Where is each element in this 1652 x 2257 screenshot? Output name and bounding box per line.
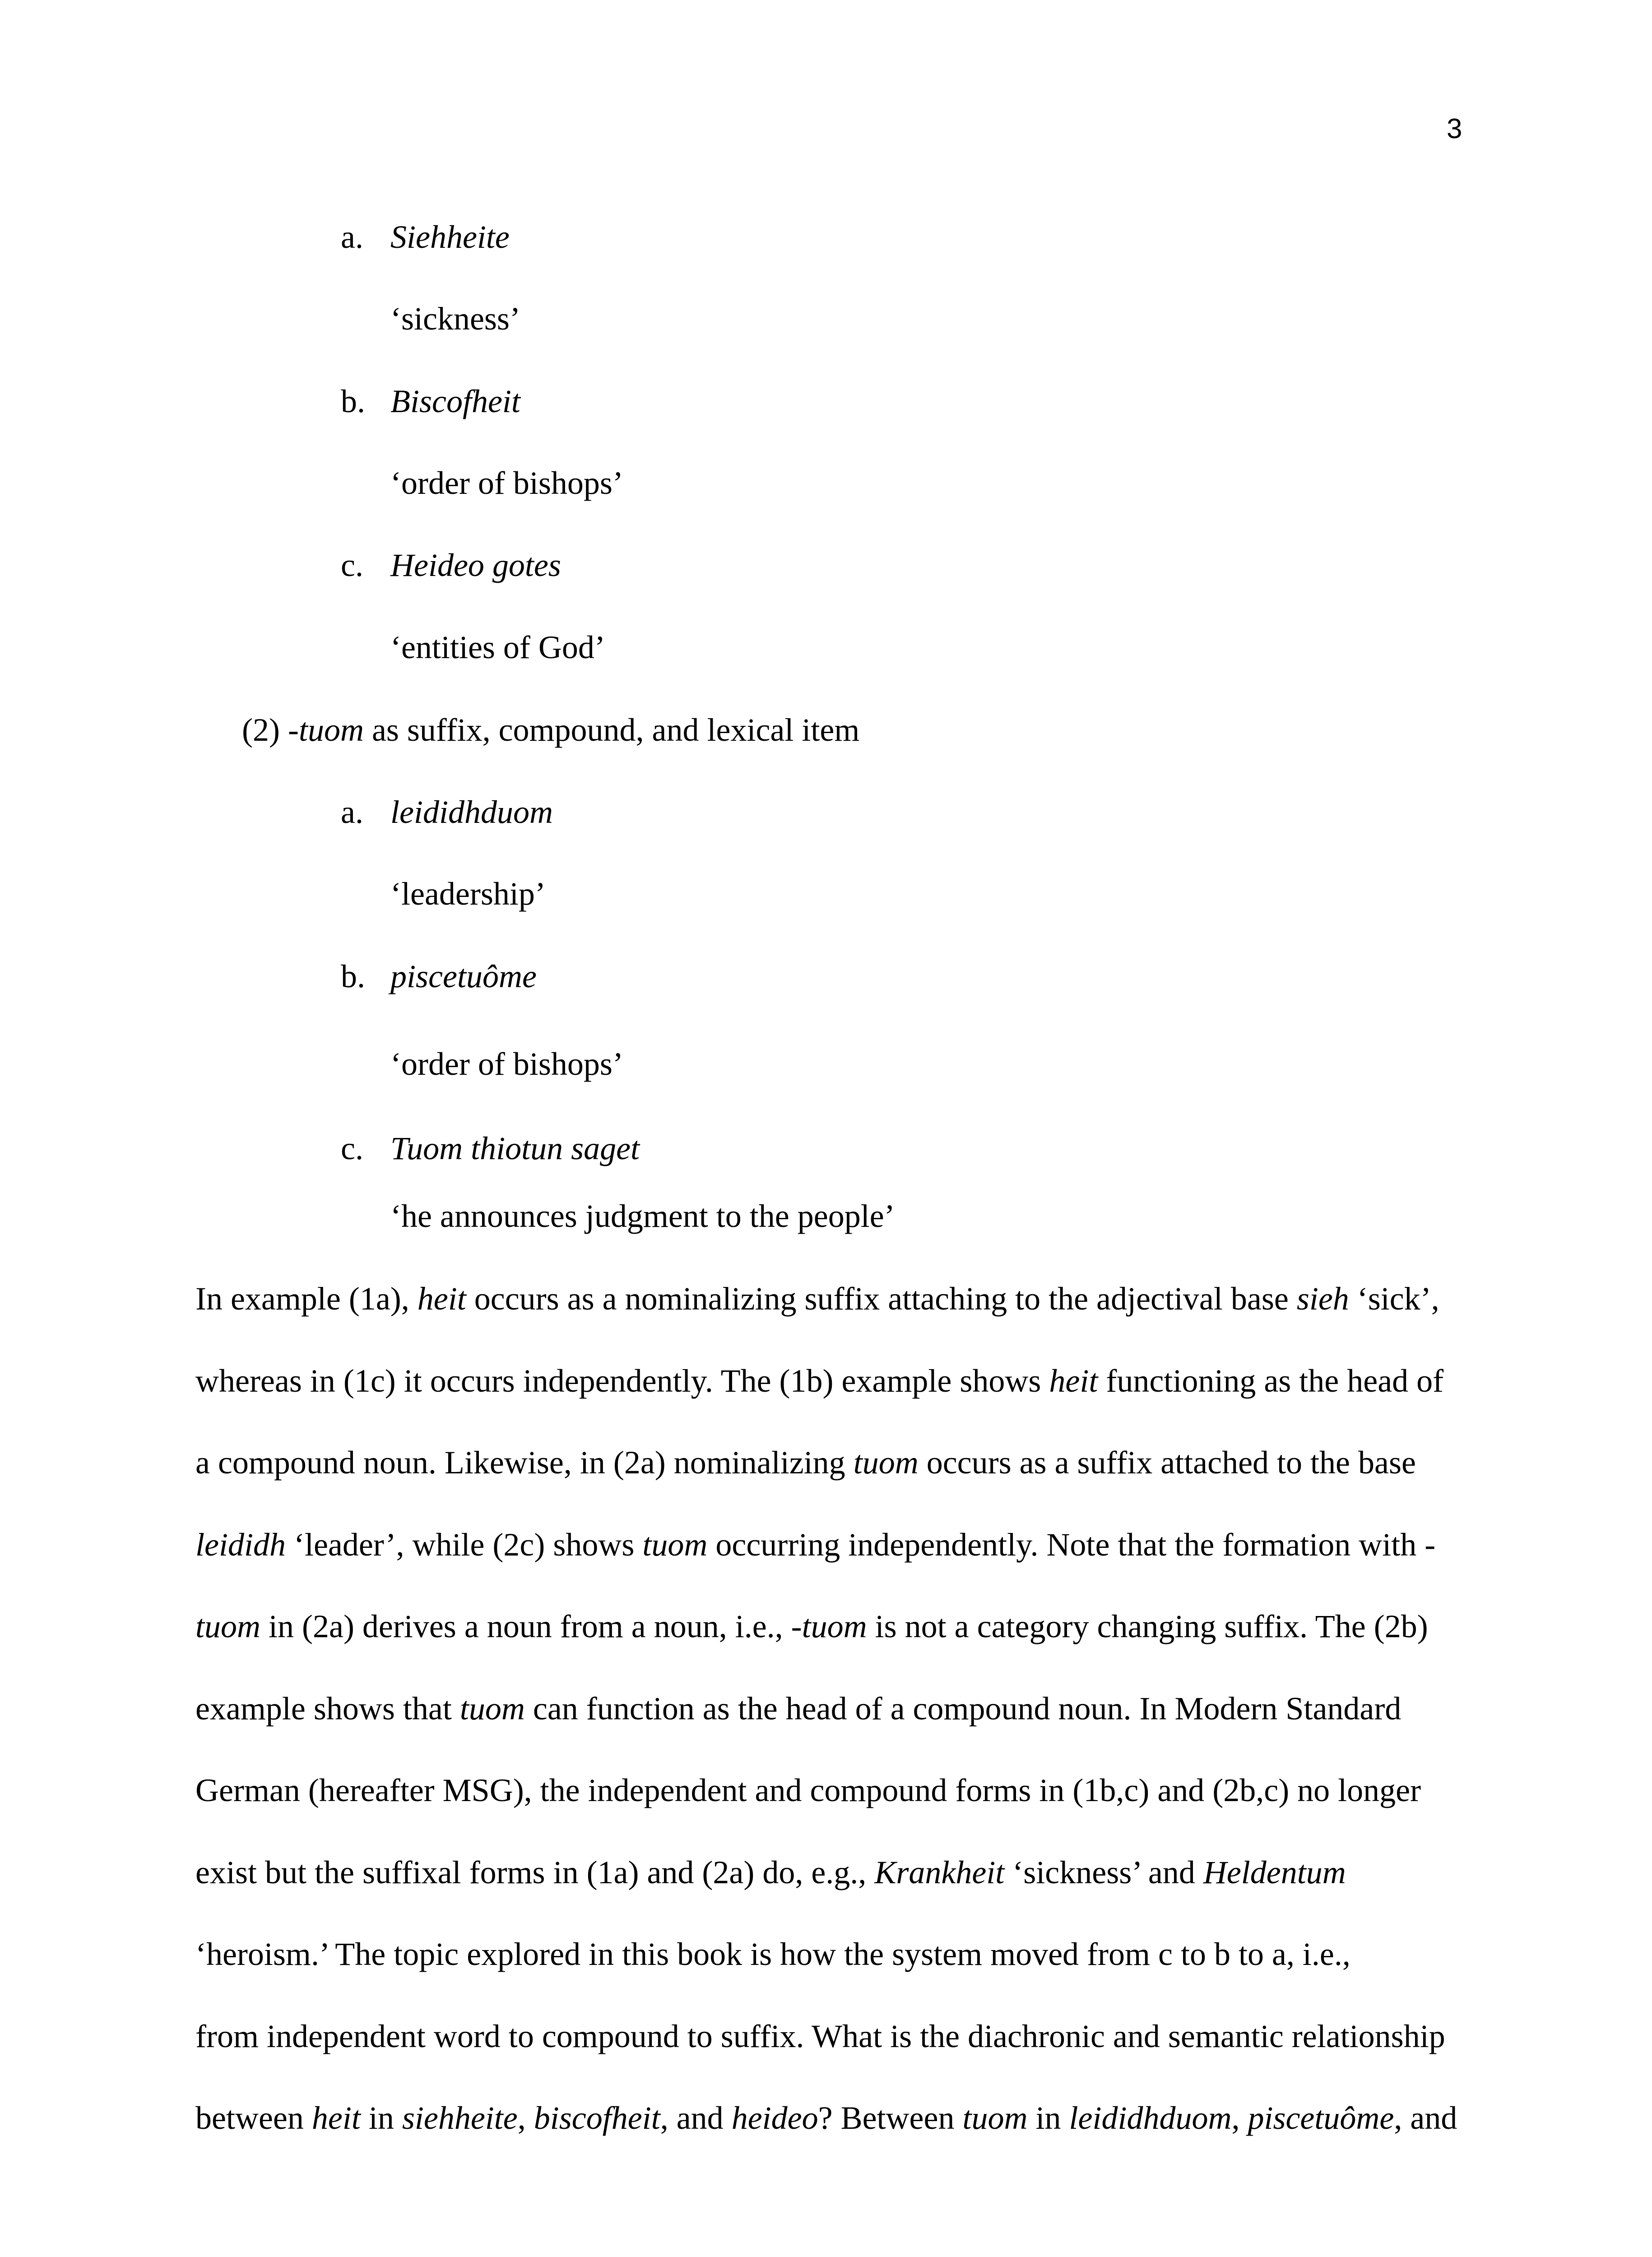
example-1c-letter: c. — [341, 547, 363, 583]
text-run: exist but the suffixal forms in (1a) and (2a) do, e.g., — [195, 1854, 875, 1890]
text-run: a compound noun. Likewise, in (2a) nominalizing — [195, 1444, 854, 1481]
italic-term: piscetuôme — [1248, 2100, 1394, 2136]
italic-term: tuom — [853, 1444, 919, 1481]
example-2c-letter: c. — [341, 1130, 363, 1166]
italic-term: leididhduom — [1069, 2100, 1232, 2136]
italic-term: biscofheit — [534, 2100, 660, 2136]
text-run: occurs as a nominalizing suffix attaching to the adjectival base — [466, 1281, 1297, 1317]
text-run: from independent word to compound to suffix. What is the diachronic and semantic relationship — [195, 2018, 1445, 2054]
example-1c-form: Heideo gotes — [390, 547, 561, 583]
text-run: between — [195, 2100, 312, 2136]
example-1a-form: Siehheite — [390, 219, 510, 255]
body-line — [195, 1358, 1443, 1403]
page-number: 3 — [1447, 113, 1462, 144]
italic-term: leididh — [195, 1527, 286, 1563]
text-run: ‘sick’, — [1349, 1281, 1439, 1317]
text-run: occurring independently. Note that the formation with - — [707, 1527, 1436, 1563]
body-line — [195, 1440, 1416, 1485]
text-run: German (hereafter MSG), the independent and compound forms in (1b,c) and (2b,c) no longer — [195, 1772, 1421, 1808]
body-line — [195, 1276, 1439, 1321]
italic-term: Krankheit — [874, 1854, 1005, 1890]
italic-term: heit — [417, 1281, 466, 1317]
example-2a-gloss: ‘leadership’ — [390, 876, 546, 912]
example-2b-form: piscetuôme — [390, 958, 537, 994]
text-run: ‘heroism.’ The topic explored in this book is how the system moved from c to b to a, i.e., — [195, 1936, 1350, 1972]
example-2-heading: (2) -tuom as suffix, compound, and lexical item — [242, 712, 860, 748]
body-line — [195, 1522, 1435, 1567]
text-run: in (2a) derives a noun from a noun, i.e., — [260, 1608, 791, 1644]
text-run: In example (1a), — [195, 1281, 418, 1317]
body-line — [195, 1768, 1421, 1813]
example-2c-gloss: ‘he announces judgment to the people’ — [390, 1198, 895, 1234]
text-run: is not a category changing suffix. The (2b) — [867, 1608, 1428, 1644]
italic-term: tuom — [642, 1527, 708, 1563]
italic-term: -tuom — [791, 1608, 867, 1644]
example-1a-gloss: ‘sickness’ — [390, 301, 520, 337]
example-2a-letter: a. — [341, 794, 363, 830]
text-run: , and — [660, 2100, 732, 2136]
example-2c-form: Tuom thiotun saget — [390, 1130, 640, 1166]
example-1a-letter: a. — [341, 219, 363, 255]
example-2b-gloss: ‘order of bishops’ — [390, 1046, 623, 1082]
italic-term: siehheite — [402, 2100, 518, 2136]
italic-term: Heldentum — [1203, 1854, 1346, 1890]
example-2a-form: leididhduom — [390, 794, 553, 830]
example-1b-gloss: ‘order of bishops’ — [390, 465, 623, 501]
text-run: ‘sickness’ and — [1004, 1854, 1203, 1890]
text-run: ? Between — [818, 2100, 963, 2136]
text-run: occurs as a suffix attached to the base — [918, 1444, 1416, 1481]
example-1c-gloss: ‘entities of God’ — [390, 629, 605, 665]
text-run: , and — [1394, 2100, 1457, 2136]
body-line — [195, 2014, 1445, 2059]
body-line — [195, 2095, 1457, 2141]
italic-term: tuom — [962, 2100, 1028, 2136]
italic-term: heit — [1049, 1363, 1098, 1399]
text-run: in — [360, 2100, 402, 2136]
italic-term: tuom — [459, 1690, 525, 1727]
text-run: , — [517, 2100, 534, 2136]
example-1b-letter: b. — [341, 383, 365, 419]
example-2b-letter: b. — [341, 958, 365, 994]
italic-term: tuom — [195, 1608, 260, 1644]
text-run: ‘leader’, while (2c) shows — [285, 1527, 643, 1563]
example-1b-form: Biscofheit — [390, 383, 520, 419]
italic-term: heit — [311, 2100, 361, 2136]
body-line — [195, 1850, 1346, 1895]
text-run: example shows that — [195, 1690, 460, 1727]
text-run: in — [1027, 2100, 1069, 2136]
italic-term: sieh — [1296, 1281, 1349, 1317]
body-line — [195, 1932, 1350, 1977]
italic-term: heideo — [731, 2100, 818, 2136]
text-run: whereas in (1c) it occurs independently. The (1b) example shows — [195, 1363, 1049, 1399]
body-line — [195, 1604, 1428, 1649]
text-run: , — [1231, 2100, 1248, 2136]
text-run: can function as the head of a compound noun. In Modern Standard — [524, 1690, 1401, 1727]
text-run: functioning as the head of — [1098, 1363, 1444, 1399]
body-line — [195, 1686, 1401, 1731]
